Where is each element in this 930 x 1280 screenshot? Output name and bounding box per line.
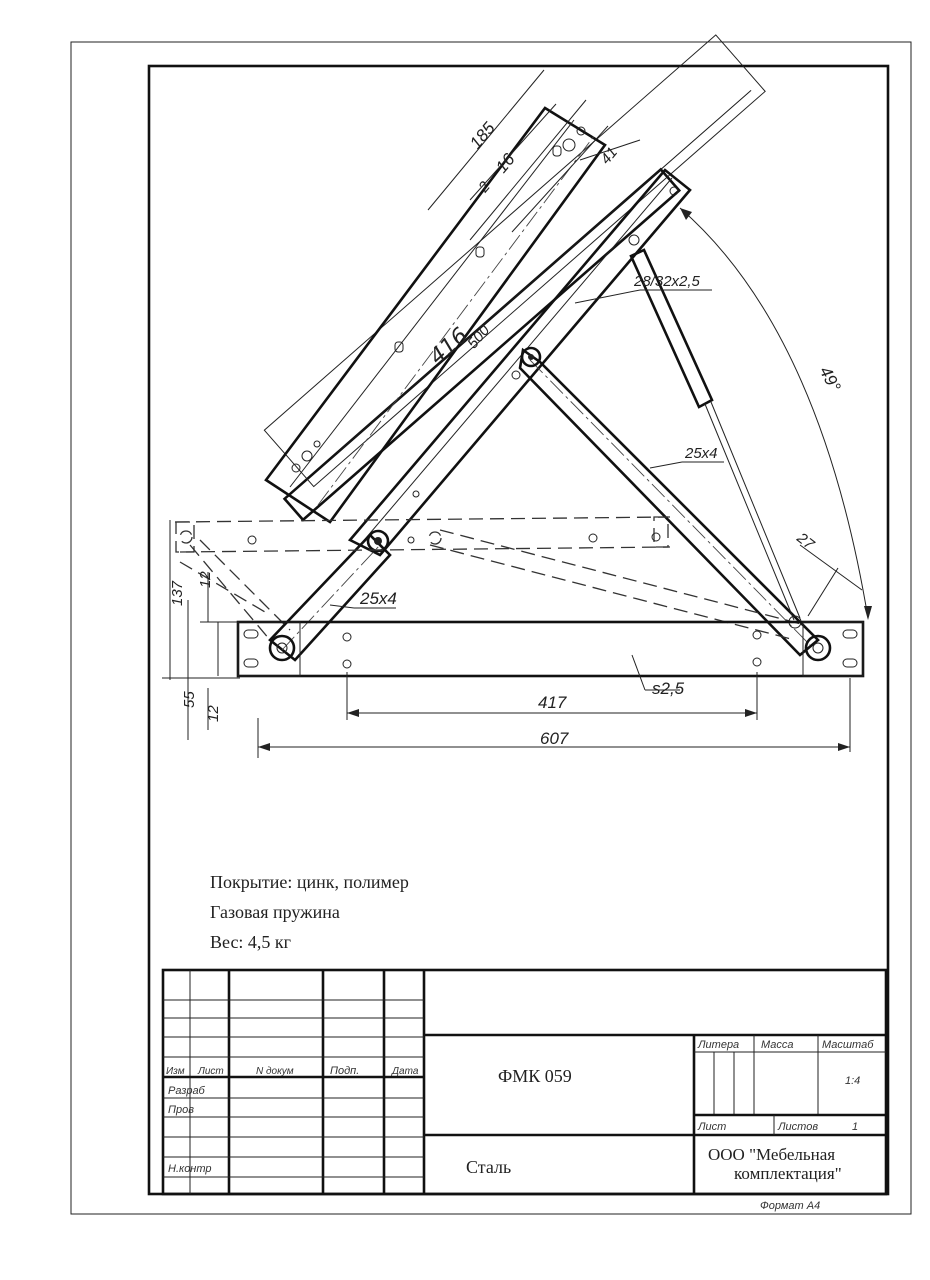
tb-designation: ФМК 059 [498, 1066, 572, 1086]
tb-mass-label: Масса [761, 1039, 794, 1051]
pivot [413, 491, 419, 497]
gas-spring-rod [705, 404, 794, 620]
tb-izm: Изм [166, 1066, 185, 1077]
tb-date: Дата [392, 1066, 419, 1077]
note-weight: Вес: 4,5 кг [210, 932, 292, 952]
tb-company-1: ООО "Мебельная [708, 1145, 836, 1164]
tb-sheet-label: Лист [698, 1121, 727, 1133]
tb-norm-control: Н.контр [168, 1163, 212, 1175]
tb-scale-value: 1:4 [845, 1075, 861, 1087]
slot [553, 146, 561, 156]
dim-500: 500 [464, 321, 494, 353]
dim-137: 137 [169, 580, 186, 606]
tb-sign: Подп. [330, 1065, 360, 1077]
dim-27: 27 [793, 529, 818, 554]
tb-doc-no: N докум [256, 1066, 294, 1077]
angle-label: 49° [815, 363, 845, 395]
dim-55: 55 [181, 691, 198, 708]
arm-label-diagonal: 25x4 [685, 445, 718, 462]
dim-41: 41 [597, 144, 621, 168]
seat-plate-center [318, 136, 594, 505]
note-spring: Газовая пружина [210, 902, 340, 922]
tb-scale-label: Масштаб [822, 1039, 874, 1051]
dimension-lines [162, 70, 862, 758]
dim-2: 2 [475, 178, 494, 196]
tb-developed: Разраб [168, 1085, 205, 1097]
spring-pivot [629, 235, 639, 245]
tb-sheets-label: Листов [778, 1121, 819, 1133]
hole [314, 441, 320, 447]
mechanism [162, 35, 872, 758]
slot [476, 247, 484, 257]
thickness-label: s2,5 [652, 679, 685, 698]
diagonal-arm [520, 350, 818, 655]
pivot [512, 371, 520, 379]
seat-plate-inner [290, 120, 574, 487]
arm-label-lower: 25x4 [360, 589, 397, 608]
tb-material: Сталь [466, 1157, 512, 1177]
hole [563, 139, 575, 151]
dim-12-top: 12 [197, 571, 214, 588]
hole [292, 464, 300, 472]
note-coating: Покрытие: цинк, полимер [210, 872, 409, 892]
tb-list: Лист [198, 1066, 224, 1077]
tb-company-2: комплектация" [734, 1164, 842, 1183]
gas-spring-label: 28/32x2,5 [634, 273, 700, 290]
tb-checked: Пров [168, 1104, 194, 1116]
hole [302, 451, 312, 461]
tb-format: Формат А4 [760, 1200, 821, 1212]
tb-sheets-value: 1 [852, 1121, 859, 1133]
tb-litera-label: Литера [698, 1039, 740, 1051]
dim-607: 607 [540, 729, 569, 748]
dim-416: 416 [425, 323, 474, 370]
seat-plate [266, 108, 605, 522]
dim-12-bottom: 12 [205, 705, 222, 722]
dim-185: 185 [465, 118, 499, 153]
dim-16: 16 [491, 149, 519, 177]
base-rail [238, 622, 863, 690]
dim-417: 417 [538, 693, 567, 712]
